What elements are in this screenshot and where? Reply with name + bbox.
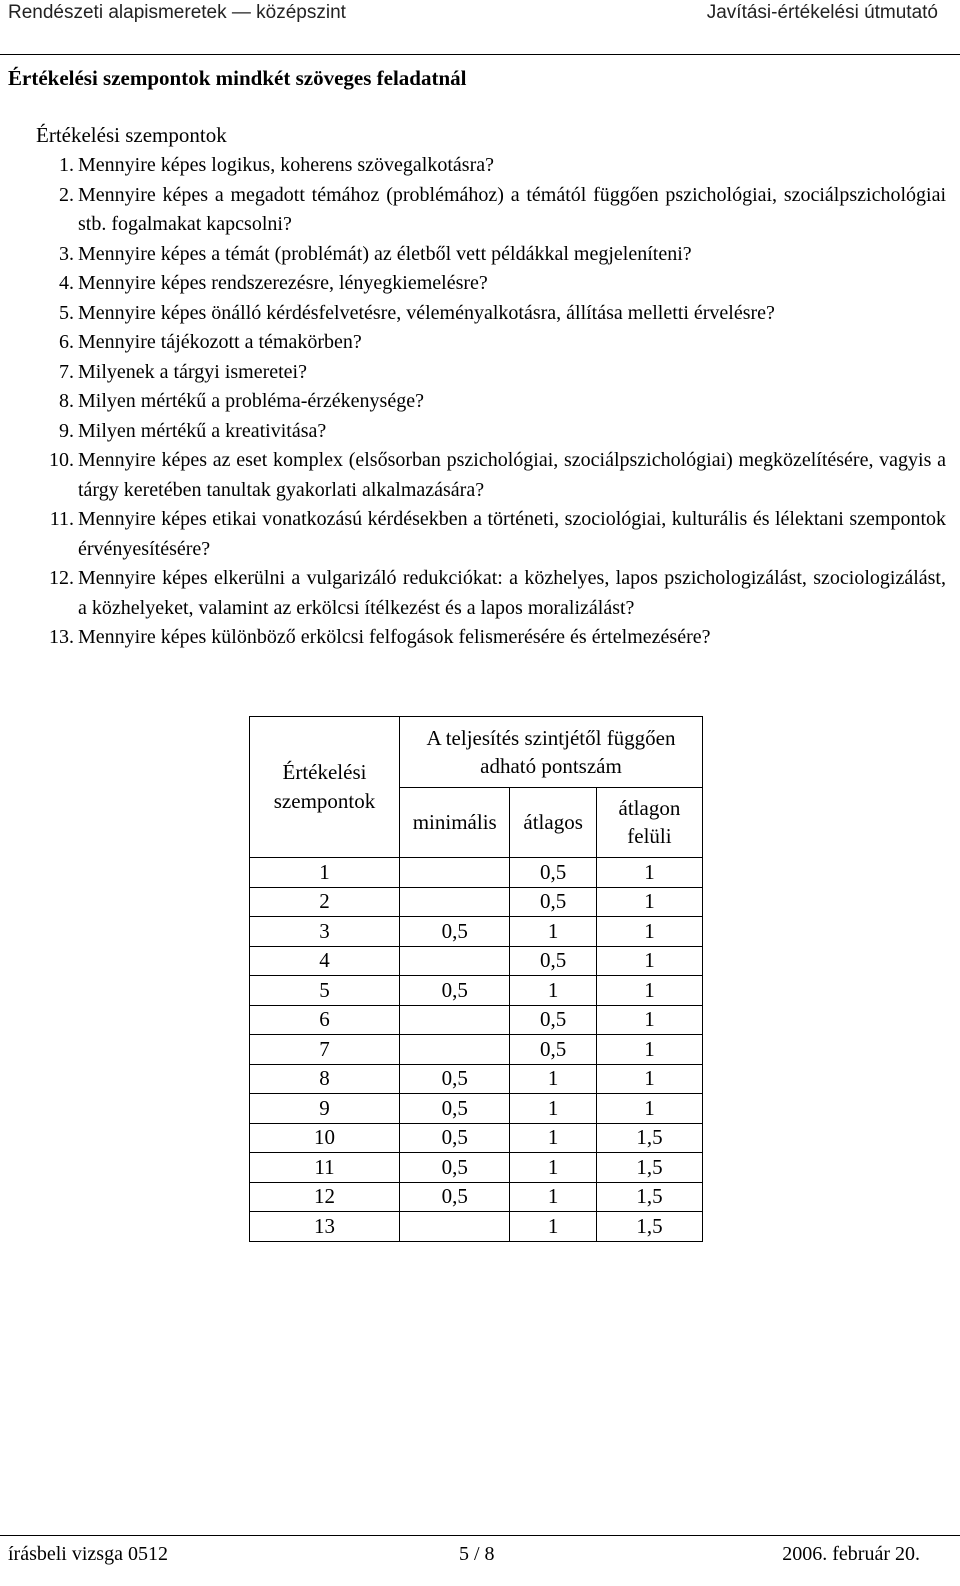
criteria-item xyxy=(36,358,946,388)
criteria-item xyxy=(36,181,946,240)
cell-minimal: 0,5 xyxy=(399,1123,509,1153)
cell-criterion: 12 xyxy=(250,1182,400,1212)
cell-above-average: 1,5 xyxy=(596,1212,702,1242)
criteria-text: Mennyire képes elkerülni a vulgarizáló redukciókat: a közhelyes, lapos pszichologizálást, szociologizálást, a közhelyeket, valamint az erkölcsi ítélkezést és a lapos moralizálást? xyxy=(78,567,946,619)
criteria-number: 7. xyxy=(59,360,74,383)
cell-average: 1 xyxy=(510,1212,596,1242)
criteria-number: 11. xyxy=(49,508,74,530)
cell-above-average: 1 xyxy=(596,1064,702,1094)
criteria-text: Mennyire képes az eset komplex (elsősorban pszichológiai, szociálpszichológiai) megközelítésére, vagyis a tárgy keretében tanultak gyakorlati alkalmazására? xyxy=(78,449,946,501)
table-row xyxy=(250,946,703,976)
table-row xyxy=(250,1005,703,1035)
cell-criterion: 11 xyxy=(250,1153,400,1183)
cell-above-average: 1,5 xyxy=(596,1153,702,1183)
cell-minimal xyxy=(399,1212,509,1242)
cell-average: 0,5 xyxy=(510,1005,596,1035)
cell-above-average: 1 xyxy=(596,1035,702,1065)
cell-minimal xyxy=(399,1035,509,1065)
header-guide-title: Javítási-értékelési útmutató xyxy=(706,2,938,23)
table-row xyxy=(250,1035,703,1065)
cell-minimal xyxy=(399,1005,509,1035)
criteria-number: 8. xyxy=(59,390,74,412)
cell-minimal xyxy=(399,887,509,917)
cell-average: 1 xyxy=(510,976,596,1006)
criteria-text: Milyenek a tárgyi ismeretei? xyxy=(78,360,307,383)
table-row xyxy=(250,1153,703,1183)
cell-above-average: 1 xyxy=(596,1005,702,1035)
cell-criterion: 9 xyxy=(250,1094,400,1124)
cell-criterion: 3 xyxy=(250,917,400,947)
cell-average: 1 xyxy=(510,1153,596,1183)
table-row xyxy=(250,976,703,1006)
cell-above-average: 1,5 xyxy=(596,1182,702,1212)
cell-criterion: 7 xyxy=(250,1035,400,1065)
header-minimal: minimális xyxy=(399,787,509,858)
criteria-number: 10. xyxy=(49,449,74,471)
cell-criterion: 8 xyxy=(250,1064,400,1094)
criteria-title: Értékelési szempontok xyxy=(36,123,227,147)
cell-average: 0,5 xyxy=(510,946,596,976)
cell-average: 1 xyxy=(510,1094,596,1124)
cell-minimal: 0,5 xyxy=(399,1182,509,1212)
criteria-item xyxy=(36,269,946,299)
footer-exam-id: írásbeli vizsga 0512 xyxy=(8,1543,168,1565)
table-row xyxy=(250,1182,703,1212)
criteria-number: 13. xyxy=(49,626,74,648)
criteria-text: Mennyire tájékozott a témakörben? xyxy=(78,331,362,353)
footer-page-number: 5 / 8 xyxy=(459,1543,495,1565)
criteria-item xyxy=(36,240,946,270)
cell-average: 1 xyxy=(510,917,596,947)
cell-minimal: 0,5 xyxy=(399,917,509,947)
table-row xyxy=(250,887,703,917)
criteria-item xyxy=(36,151,946,181)
score-table xyxy=(249,716,703,1242)
cell-above-average: 1 xyxy=(596,917,702,947)
criteria-number: 12. xyxy=(49,567,74,589)
header-above-average: átlagon felüli xyxy=(596,787,702,858)
criteria-number: 9. xyxy=(59,419,74,442)
criteria-text: Mennyire képes a megadott témához (problémához) a témától függően pszichológiai, szociálpszichológiai stb. fogalmakat kapcsolni? xyxy=(78,183,946,235)
cell-average: 0,5 xyxy=(510,887,596,917)
criteria-number: 5. xyxy=(59,301,74,324)
criteria-item xyxy=(36,387,946,417)
cell-above-average: 1 xyxy=(596,946,702,976)
criteria-item xyxy=(36,328,946,358)
cell-minimal: 0,5 xyxy=(399,976,509,1006)
cell-criterion: 2 xyxy=(250,887,400,917)
criteria-item xyxy=(36,564,946,623)
cell-above-average: 1 xyxy=(596,976,702,1006)
cell-criterion: 1 xyxy=(250,858,400,888)
criteria-text: Milyen mértékű a probléma-érzékenysége? xyxy=(78,390,424,412)
cell-average: 0,5 xyxy=(510,858,596,888)
cell-average: 0,5 xyxy=(510,1035,596,1065)
cell-criterion: 4 xyxy=(250,946,400,976)
footer-date: 2006. február 20. xyxy=(782,1543,920,1565)
cell-average: 1 xyxy=(510,1182,596,1212)
criteria-item xyxy=(36,505,946,564)
criteria-text: Milyen mértékű a kreativitása? xyxy=(78,419,327,442)
cell-criterion: 13 xyxy=(250,1212,400,1242)
criteria-text: Mennyire képes rendszerezésre, lényegkiemelésre? xyxy=(78,272,488,294)
cell-above-average: 1 xyxy=(596,858,702,888)
criteria-text: Mennyire képes logikus, koherens szövegalkotásra? xyxy=(78,154,494,176)
header-criteria: Értékelési szempontok xyxy=(250,717,400,858)
criteria-item xyxy=(36,417,946,447)
table-row xyxy=(250,1094,703,1124)
table-row xyxy=(250,1123,703,1153)
cell-average: 1 xyxy=(510,1123,596,1153)
criteria-number: 4. xyxy=(59,272,74,294)
table-row xyxy=(250,1212,703,1242)
cell-criterion: 5 xyxy=(250,976,400,1006)
page-header xyxy=(0,0,960,55)
criteria-item xyxy=(36,623,946,653)
header-subject: Rendészeti alapismeretek — középszint xyxy=(8,2,346,23)
section-title: Értékelési szempontok mindkét szöveges feladatnál xyxy=(8,66,467,90)
criteria-item xyxy=(36,446,946,505)
table-row xyxy=(250,1064,703,1094)
cell-above-average: 1,5 xyxy=(596,1123,702,1153)
cell-criterion: 6 xyxy=(250,1005,400,1035)
criteria-text: Mennyire képes különböző erkölcsi felfogások felismerésére és értelmezésére? xyxy=(78,626,711,648)
cell-average: 1 xyxy=(510,1064,596,1094)
page-footer xyxy=(0,1535,960,1586)
cell-minimal xyxy=(399,858,509,888)
cell-above-average: 1 xyxy=(596,1094,702,1124)
criteria-text: Mennyire képes a témát (problémát) az életből vett példákkal megjeleníteni? xyxy=(78,242,692,265)
criteria-number: 6. xyxy=(59,331,74,353)
criteria-number: 2. xyxy=(59,183,74,206)
criteria-text: Mennyire képes önálló kérdésfelvetésre, véleményalkotásra, állítása melletti érvelésre? xyxy=(78,301,775,324)
criteria-item xyxy=(36,299,946,329)
table-row xyxy=(250,858,703,888)
criteria-number: 3. xyxy=(59,242,74,265)
cell-above-average: 1 xyxy=(596,887,702,917)
cell-minimal xyxy=(399,946,509,976)
cell-minimal: 0,5 xyxy=(399,1153,509,1183)
criteria-text: Mennyire képes etikai vonatkozású kérdésekben a történeti, szociológiai, kulturális és lélektani szempontok érvényesítésére? xyxy=(78,508,946,560)
criteria-number: 1. xyxy=(59,154,74,176)
table-row xyxy=(250,917,703,947)
header-average: átlagos xyxy=(510,787,596,858)
cell-minimal: 0,5 xyxy=(399,1064,509,1094)
header-score-group: A teljesítés szintjétől függően adható pontszám xyxy=(399,717,702,788)
cell-criterion: 10 xyxy=(250,1123,400,1153)
cell-minimal: 0,5 xyxy=(399,1094,509,1124)
criteria-list xyxy=(36,151,946,653)
